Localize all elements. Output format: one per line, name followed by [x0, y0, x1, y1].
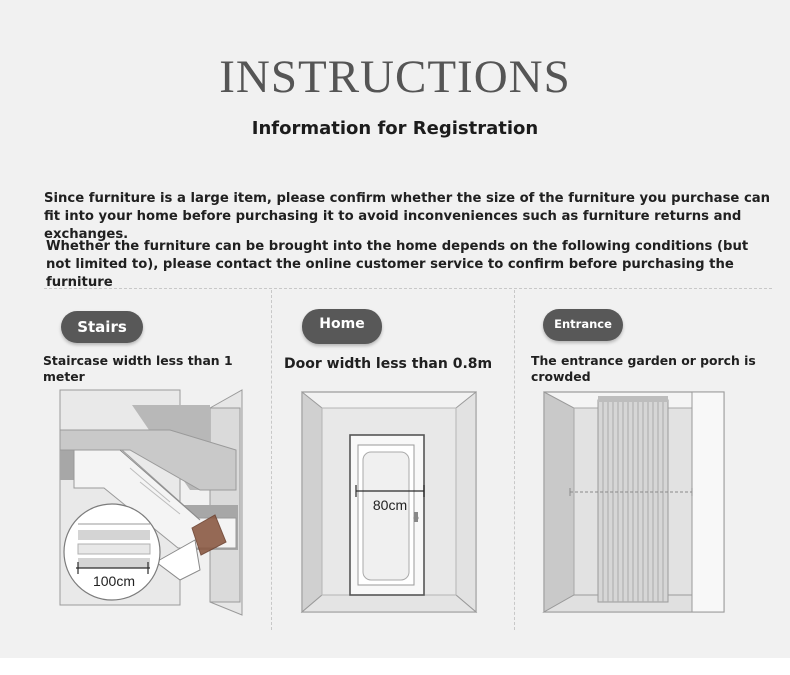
staircase-illustration [60, 390, 245, 615]
home-tag: Home [302, 309, 382, 344]
stairs-measure-label: 100cm [92, 573, 136, 589]
page-subtitle: Information for Registration [251, 118, 539, 139]
conditions-paragraph: Whether the furniture can be brought into the home depends on the following conditions (but not limited to), please contact the online customer service to confirm before purchasing the furniture [46, 239, 749, 290]
column-divider [514, 290, 515, 630]
stairs-caption: Staircase width less than 1 meter [43, 353, 233, 384]
entrance-caption: The entrance garden or porch is crowded [531, 353, 756, 384]
home-caption: Door width less than 0.8m [284, 356, 493, 372]
stairs-tag: Stairs [61, 311, 143, 343]
doorway-illustration [300, 390, 480, 615]
section-divider [44, 288, 772, 289]
entrance-tag: Entrance [543, 309, 623, 341]
page-title: INSTRUCTIONS [219, 51, 571, 103]
door-measure-label: 80cm [372, 497, 408, 513]
size-notice-paragraph: Since furniture is a large item, please confirm whether the size of the furniture you purchase can fit into your home before purchasing it to avoid inconveniences such as furniture returns and exchanges. [44, 191, 771, 242]
column-divider [271, 290, 272, 630]
entrance-illustration [542, 390, 727, 615]
